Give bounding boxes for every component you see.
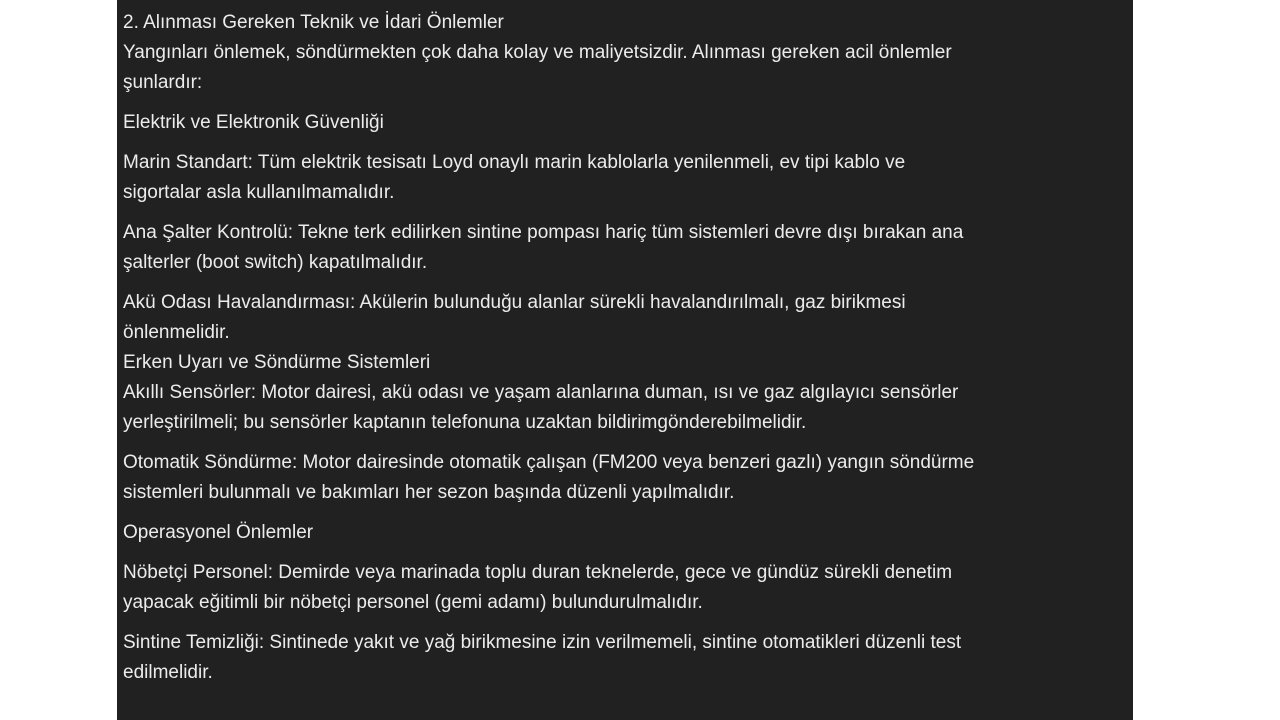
bilge-cleaning-paragraph — [123, 628, 1125, 688]
operational-heading: Operasyonel Önlemler — [123, 522, 314, 543]
smart-sensors-paragraph — [123, 378, 1125, 438]
document-panel — [117, 0, 1133, 720]
early-warning-heading: Erken Uyarı ve Söndürme Sistemleri — [123, 352, 431, 373]
auto-extinguish-line-2: sistemleri bulunmalı ve bakımları her sezon başında düzenli yapılmalıdır. — [123, 482, 735, 503]
watch-personnel-line-1: Nöbetçi Personel: Demirde veya marinada toplu duran teknelerde, gece ve gündüz sürekli denetim — [123, 562, 953, 583]
auto-extinguish-paragraph — [123, 448, 1125, 508]
marine-standard-paragraph — [123, 148, 1125, 208]
battery-ventilation-line-2: önlenmelidir. — [123, 322, 230, 343]
section-title: 2. Alınması Gereken Teknik ve İdari Önlemler — [123, 12, 504, 33]
watch-personnel-paragraph — [123, 558, 1125, 618]
watch-personnel-line-2: yapacak eğitimli bir nöbetçi personel (gemi adamı) bulundurulmalıdır. — [123, 592, 703, 613]
bilge-cleaning-line-2: edilmelidir. — [123, 662, 213, 683]
auto-extinguish-line-1: Otomatik Söndürme: Motor dairesinde otomatik çalışan (FM200 veya benzeri gazlı) yangın söndürme — [123, 452, 975, 473]
battery-ventilation-paragraph — [123, 288, 1125, 348]
marine-standard-line-1: Marin Standart: Tüm elektrik tesisatı Loyd onaylı marin kablolarla yenilenmeli, ev tipi kablo ve — [123, 152, 906, 173]
intro-paragraph — [123, 38, 1125, 98]
marine-standard-line-2: sigortalar asla kullanılmamalıdır. — [123, 182, 395, 203]
intro-line-2: şunlardır: — [123, 72, 203, 93]
intro-line-1: Yangınları önlemek, söndürmekten çok daha kolay ve maliyetsizdir. Alınması gereken acil önlemler — [123, 42, 952, 63]
main-switch-paragraph — [123, 218, 1125, 278]
main-switch-line-1: Ana Şalter Kontrolü: Tekne terk edilirken sintine pompası hariç tüm sistemleri devre dışı bırakan ana — [123, 222, 964, 243]
smart-sensors-line-1: Akıllı Sensörler: Motor dairesi, akü odası ve yaşam alanlarına duman, ısı ve gaz algılayıcı sensörler — [123, 382, 959, 403]
main-switch-line-2: şalterler (boot switch) kapatılmalıdır. — [123, 252, 428, 273]
battery-ventilation-line-1: Akü Odası Havalandırması: Akülerin bulunduğu alanlar sürekli havalandırılmalı, gaz birikmesi — [123, 292, 906, 313]
smart-sensors-line-2: yerleştirilmeli; bu sensörler kaptanın telefonuna uzaktan bildirimgönderebilmelidir. — [123, 412, 807, 433]
bilge-cleaning-line-1: Sintine Temizliği: Sintinede yakıt ve yağ birikmesine izin verilmemeli, sintine otomatikleri düzenli test — [123, 632, 962, 653]
electrical-heading: Elektrik ve Elektronik Güvenliği — [123, 112, 384, 133]
